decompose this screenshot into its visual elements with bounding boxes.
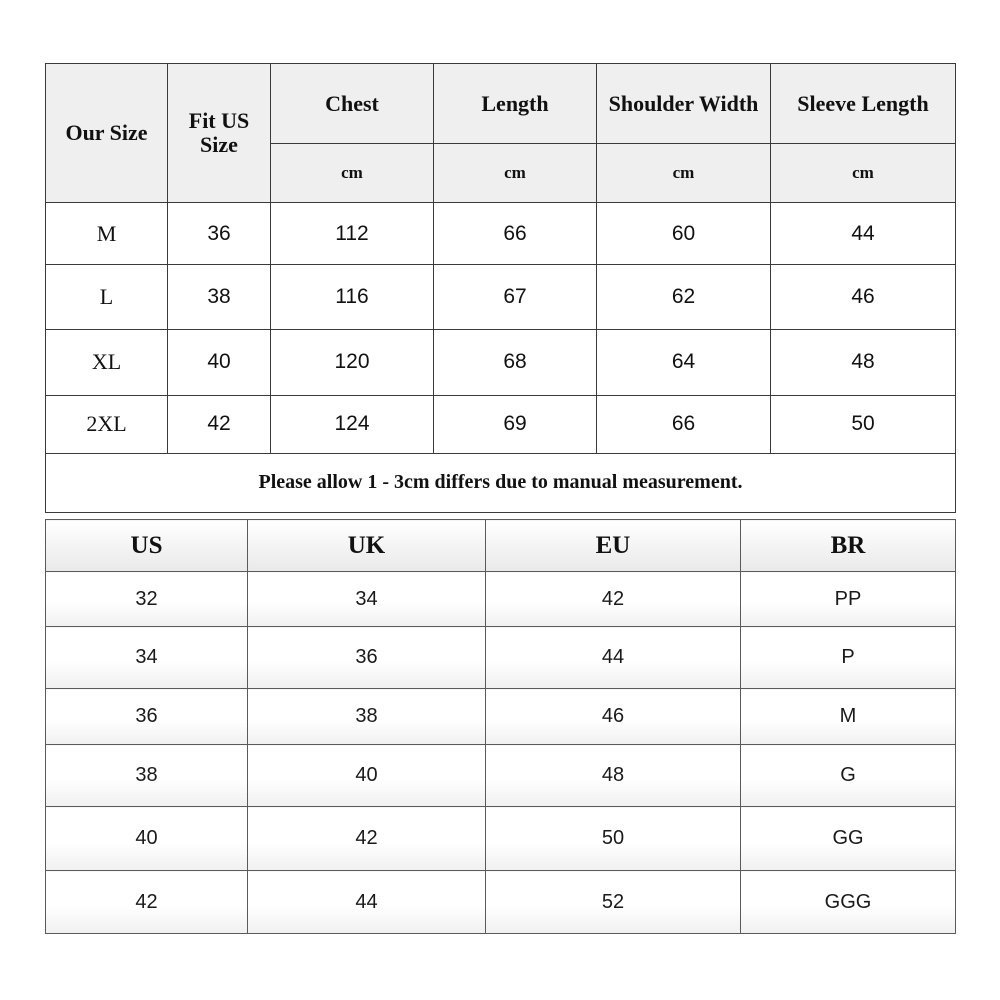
cell-uk: 34	[248, 572, 486, 627]
unit-sleeve-length: cm	[771, 144, 956, 203]
cell-eu: 52	[486, 871, 741, 934]
cell-us: 32	[46, 572, 248, 627]
size-chart-table	[45, 63, 956, 513]
table-row	[46, 807, 956, 871]
cell-uk: 38	[248, 689, 486, 745]
conversion-header-row	[46, 520, 956, 572]
cell-us: 38	[46, 745, 248, 807]
cell-br: PP	[741, 572, 956, 627]
cell-sleeve-length: 44	[771, 203, 956, 265]
cell-sleeve-length: 46	[771, 265, 956, 329]
cell-us: 42	[46, 871, 248, 934]
cell-fit-us: 38	[168, 265, 271, 329]
cell-uk: 42	[248, 807, 486, 871]
table-row	[46, 572, 956, 627]
cell-our-size: M	[46, 203, 168, 265]
cell-chest: 112	[271, 203, 434, 265]
cell-uk: 40	[248, 745, 486, 807]
cell-br: GGG	[741, 871, 956, 934]
cell-chest: 124	[271, 395, 434, 453]
header-row	[46, 64, 956, 144]
table-row	[46, 871, 956, 934]
cell-fit-us: 40	[168, 329, 271, 395]
cell-our-size: L	[46, 265, 168, 329]
header-eu: EU	[486, 520, 741, 572]
cell-length: 68	[434, 329, 597, 395]
cell-sleeve-length: 50	[771, 395, 956, 453]
header-length: Length	[434, 64, 597, 144]
unit-chest: cm	[271, 144, 434, 203]
cell-eu: 50	[486, 807, 741, 871]
table-row	[46, 745, 956, 807]
cell-eu: 48	[486, 745, 741, 807]
cell-length: 67	[434, 265, 597, 329]
table-row	[46, 265, 956, 329]
cell-shoulder-width: 60	[597, 203, 771, 265]
cell-sleeve-length: 48	[771, 329, 956, 395]
cell-eu: 42	[486, 572, 741, 627]
cell-eu: 46	[486, 689, 741, 745]
cell-our-size: XL	[46, 329, 168, 395]
cell-uk: 36	[248, 627, 486, 689]
cell-chest: 116	[271, 265, 434, 329]
unit-length: cm	[434, 144, 597, 203]
cell-fit-us: 42	[168, 395, 271, 453]
header-our-size: Our Size	[46, 64, 168, 203]
cell-shoulder-width: 62	[597, 265, 771, 329]
header-br: BR	[741, 520, 956, 572]
table-row	[46, 627, 956, 689]
cell-chest: 120	[271, 329, 434, 395]
cell-length: 66	[434, 203, 597, 265]
cell-fit-us: 36	[168, 203, 271, 265]
header-sleeve-length: Sleeve Length	[771, 64, 956, 144]
cell-shoulder-width: 66	[597, 395, 771, 453]
header-shoulder-width: Shoulder Width	[597, 64, 771, 144]
cell-shoulder-width: 64	[597, 329, 771, 395]
cell-length: 69	[434, 395, 597, 453]
size-conversion-table	[45, 519, 956, 934]
cell-eu: 44	[486, 627, 741, 689]
unit-shoulder-width: cm	[597, 144, 771, 203]
header-fit-us-size-label: Fit US Size	[188, 108, 250, 158]
cell-uk: 44	[248, 871, 486, 934]
table-row	[46, 689, 956, 745]
cell-us: 40	[46, 807, 248, 871]
cell-us: 36	[46, 689, 248, 745]
measurement-note: Please allow 1 - 3cm differs due to manual measurement.	[46, 453, 956, 512]
header-us: US	[46, 520, 248, 572]
cell-br: M	[741, 689, 956, 745]
header-chest: Chest	[271, 64, 434, 144]
cell-br: GG	[741, 807, 956, 871]
header-fit-us-size	[168, 64, 271, 203]
table-row	[46, 203, 956, 265]
table-row	[46, 395, 956, 453]
cell-our-size: 2XL	[46, 395, 168, 453]
cell-us: 34	[46, 627, 248, 689]
header-uk: UK	[248, 520, 486, 572]
table-row	[46, 329, 956, 395]
note-row	[46, 453, 956, 512]
cell-br: P	[741, 627, 956, 689]
cell-br: G	[741, 745, 956, 807]
